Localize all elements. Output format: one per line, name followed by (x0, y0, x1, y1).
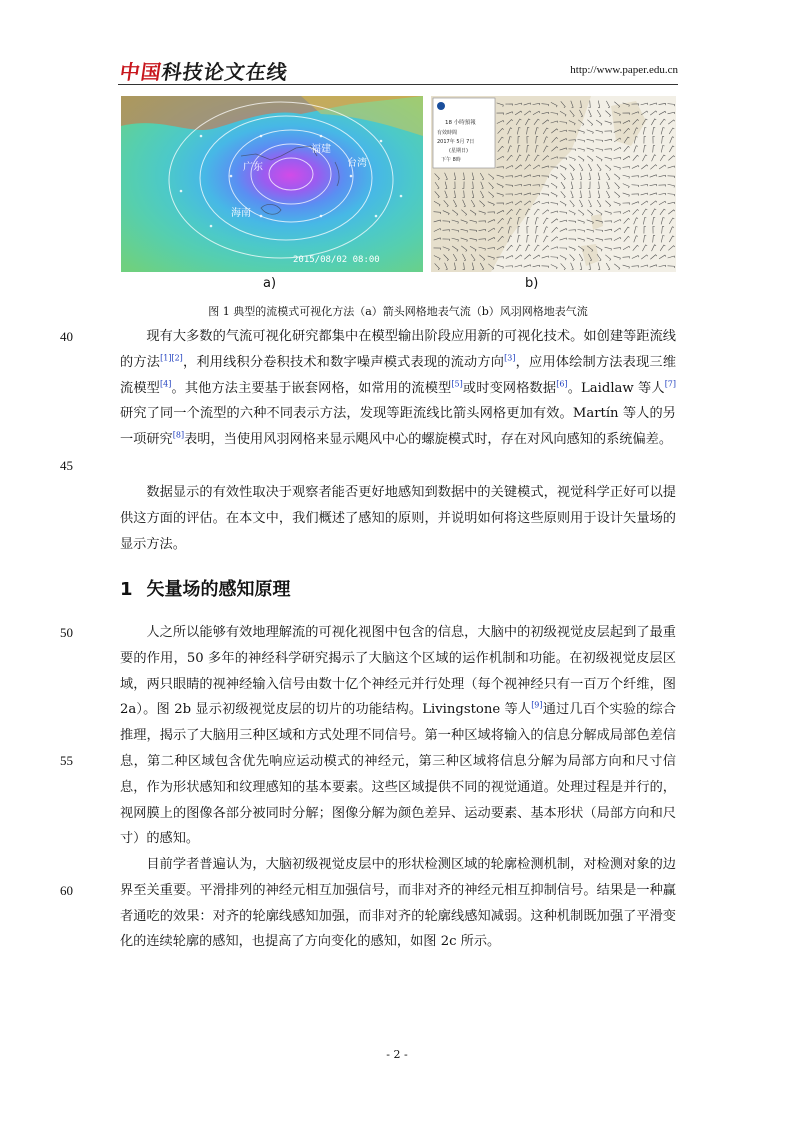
map-a-timestamp: 2015/08/02 08:00 (293, 255, 380, 265)
page-header (118, 56, 678, 82)
citation-link[interactable]: [4] (160, 379, 172, 389)
paragraph-2: 数据显示的有效性取决于观察者能否更好地感知到数据中的关键模式，视觉科学正好可以提供这方面的评估。在本文中，我们概述了感知的原则，并说明如何将这些原则用于设计矢量场的显示方法。 (120, 485, 676, 552)
map-b-box-line-4: (星期日) (449, 148, 468, 154)
citation-link[interactable]: [8] (172, 430, 185, 440)
citation-link[interactable]: [7] (664, 379, 677, 389)
map-a-label-taiwan: 台湾 (347, 158, 367, 169)
logo: 中国科技论文在线 (118, 60, 290, 84)
map-a-label-fujian: 福建 (311, 144, 331, 155)
figure-a-label: a) (263, 276, 277, 291)
citation-link[interactable]: [5] (451, 379, 463, 389)
line-number: 45 (60, 458, 73, 473)
line-number: 55 (60, 753, 73, 768)
map-a-label-hainan: 海南 (231, 208, 251, 219)
citation-link[interactable]: [3] (504, 353, 516, 363)
map-b-box-line-5: 下午 8時 (441, 157, 461, 163)
map-b-box-line-2: 有效時間 (437, 130, 458, 136)
figure-b-wind-barb-map (431, 96, 676, 272)
section-number: 1 (120, 579, 133, 600)
map-b-box-line-1: 18 小時預報 (445, 120, 476, 126)
section-heading (120, 575, 291, 601)
citation-link[interactable]: [1][2] (160, 353, 183, 363)
header-url: http://www.paper.edu.cn (570, 64, 678, 76)
page-number: - 2 - (386, 1048, 408, 1061)
paragraph-3: 人之所以能够有效地理解流的可视化视图中包含的信息，大脑中的初级视觉皮层起到了最重要的作用，50 多年的神经科学研究揭示了大脑这个区域的运作机制和功能。在初级视觉皮层区域，两只眼睛的视神经输入信号由数十亿个神经元并行处理（每个视神经只有一百万个纤维，图 2a）。图 2b 显示初级视觉皮层的切片的功能结构。Livingstone 等人[9]通过几百个实验的综合推理，揭示了大脑用三种区域和方式处理不同信号。第一种区域将输入的信息分解成局部色差信息，第二种区域包含优先响应运动模式的神经元，第三种区域将信息分解为局部方向和尺寸信息，作为形状感知和纹理感知的基本要素。这些区域提供不同的视觉通道。处理过程是并行的，视网膜上的图像各部分被同时分解；图像分解为颜色差异、运动要素、基本形状（局部方向和尺寸）的感知。 (120, 625, 676, 847)
paragraph-4: 目前学者普遍认为，大脑初级视觉皮层中的形状检测区域的轮廓检测机制，对检测对象的边界至关重要。平滑排列的神经元相互加强信号，而非对齐的神经元相互抑制信号。结果是一种赢者通吃的效果：对齐的轮廓线感知加强，而非对齐的轮廓线感知减弱。这种机制既加强了平滑变化的连续轮廓的感知，也提高了方向变化的感知，如图 2c 所示。 (120, 857, 676, 950)
figure-b-label: b) (525, 276, 539, 291)
map-b-box-line-3: 2017年 5月 7日 (437, 139, 475, 145)
map-a-label-guangdong: 广东 (243, 162, 263, 173)
figure-a-arrow-grid-map (121, 96, 423, 272)
citation-link[interactable]: [9] (531, 701, 543, 710)
paragraph-1: 现有大多数的气流可视化研究都集中在模型输出阶段应用新的可视化技术。如创建等距流线的方法[1][2]，利用线积分卷积技术和数字噪声模式表现的流动方向[3]，应用体绘制方法表现三维流模型[4]。其他方法主要基于嵌套网格，如常用的流模型[5]或时变网格数据[6]。Laidlaw 等人[7]研究了同一个流型的六种不同表示方法，发现等距流线比箭头网格更加有效。Martín 等人的另一项研究[8]表明，当使用风羽网格来显示飓风中心的螺旋模式时，存在对风向感知的系统偏差。 (120, 329, 677, 448)
line-number: 50 (60, 625, 73, 640)
section-title: 矢量场的感知原理 (146, 579, 291, 600)
line-number: 60 (60, 883, 73, 898)
figure-caption: 图 1 典型的流模式可视化方法（a）箭头网格地表气流（b）风羽网格地表气流 (208, 305, 588, 318)
line-number: 40 (60, 329, 73, 344)
citation-link[interactable]: [6] (556, 379, 568, 389)
header-rule (118, 84, 678, 85)
